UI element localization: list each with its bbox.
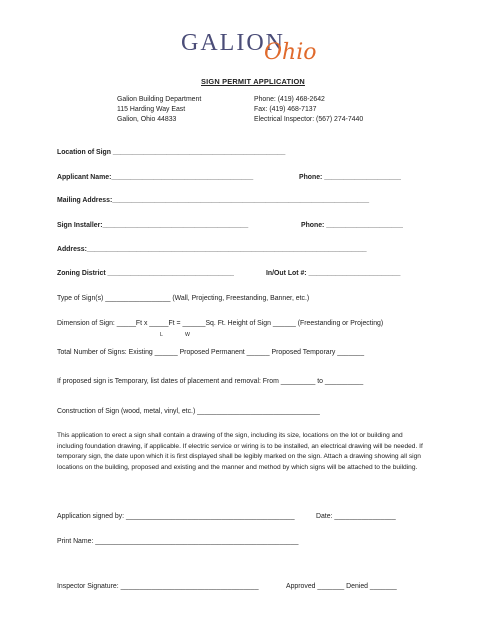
temporary-dates-field[interactable]: If proposed sign is Temporary, list dates of placement and removal: From _________ to __________ bbox=[57, 378, 364, 385]
dept-inspector-phone: Electrical Inspector: (567) 274-7440 bbox=[254, 116, 364, 123]
dept-fax: Fax: (419) 468-7137 bbox=[254, 106, 317, 113]
print-name-field[interactable]: Print Name: _____________________________________________________ bbox=[57, 538, 299, 545]
dept-phone: Phone: (419) 468-2642 bbox=[254, 96, 325, 103]
applicant-name-field[interactable]: Applicant Name:_____________________________________ bbox=[57, 174, 254, 181]
inspector-signature-field[interactable]: Inspector Signature: ____________________________________ bbox=[57, 583, 259, 590]
zoning-district-field[interactable]: Zoning District _________________________________ bbox=[57, 270, 234, 277]
logo-wordmark: GALION bbox=[181, 30, 285, 56]
page-title: SIGN PERMIT APPLICATION bbox=[201, 77, 305, 86]
mailing-address-field[interactable]: Mailing Address:___________________________________________________________________ bbox=[57, 197, 370, 204]
logo-script: Ohio bbox=[264, 40, 317, 65]
instructions-paragraph: This application to erect a sign shall contain a drawing of the sign, including its size, locations on the lot or building and including foundation drawing, if applicable. If electric service or wiring is to be installed, an electrical drawing will be needed. If temporary sign, the date upon which it is first displayed shall be legibly marked on the sign. Attach a drawing showing all sign locations on the building, proposed and existing and the manner and method by which signs will be attached to the building. bbox=[57, 432, 423, 471]
sign-installer-field[interactable]: Sign Installer:______________________________________ bbox=[57, 222, 249, 229]
dept-contact bbox=[254, 95, 363, 125]
construction-field[interactable]: Construction of Sign (wood, metal, vinyl, etc.) ________________________________ bbox=[57, 408, 320, 415]
dept-city: Galion, Ohio 44833 bbox=[117, 116, 177, 123]
approval-field[interactable]: Approved _______ Denied _______ bbox=[286, 583, 397, 590]
installer-phone-field[interactable]: Phone: ____________________ bbox=[301, 222, 403, 229]
length-label: L bbox=[160, 332, 163, 338]
dept-info bbox=[117, 95, 201, 125]
address-field[interactable]: Address:_________________________________________________________________________ bbox=[57, 246, 367, 253]
dept-name: Galion Building Department bbox=[117, 96, 202, 103]
application-signed-field[interactable]: Application signed by: ____________________________________________ bbox=[57, 513, 295, 520]
total-signs-field[interactable]: Total Number of Signs: Existing ______ Proposed Permanent ______ Proposed Temporary _______ bbox=[57, 349, 365, 356]
dimension-field[interactable]: Dimension of Sign: _____Ft x _____Ft = ______Sq. Ft. Height of Sign ______ (Freestanding or Projecting) bbox=[57, 320, 384, 327]
width-label: W bbox=[185, 332, 190, 338]
sign-type-field[interactable]: Type of Sign(s) _________________ (Wall, Projecting, Freestanding, Banner, etc.) bbox=[57, 295, 310, 302]
location-field[interactable]: Location of Sign _____________________________________________ bbox=[57, 149, 286, 156]
inout-lot-field[interactable]: In/Out Lot #: ________________________ bbox=[266, 270, 401, 277]
applicant-phone-field[interactable]: Phone: ____________________ bbox=[299, 174, 401, 181]
date-field[interactable]: Date: ________________ bbox=[316, 513, 396, 520]
dept-street: 115 Harding Way East bbox=[117, 106, 186, 113]
